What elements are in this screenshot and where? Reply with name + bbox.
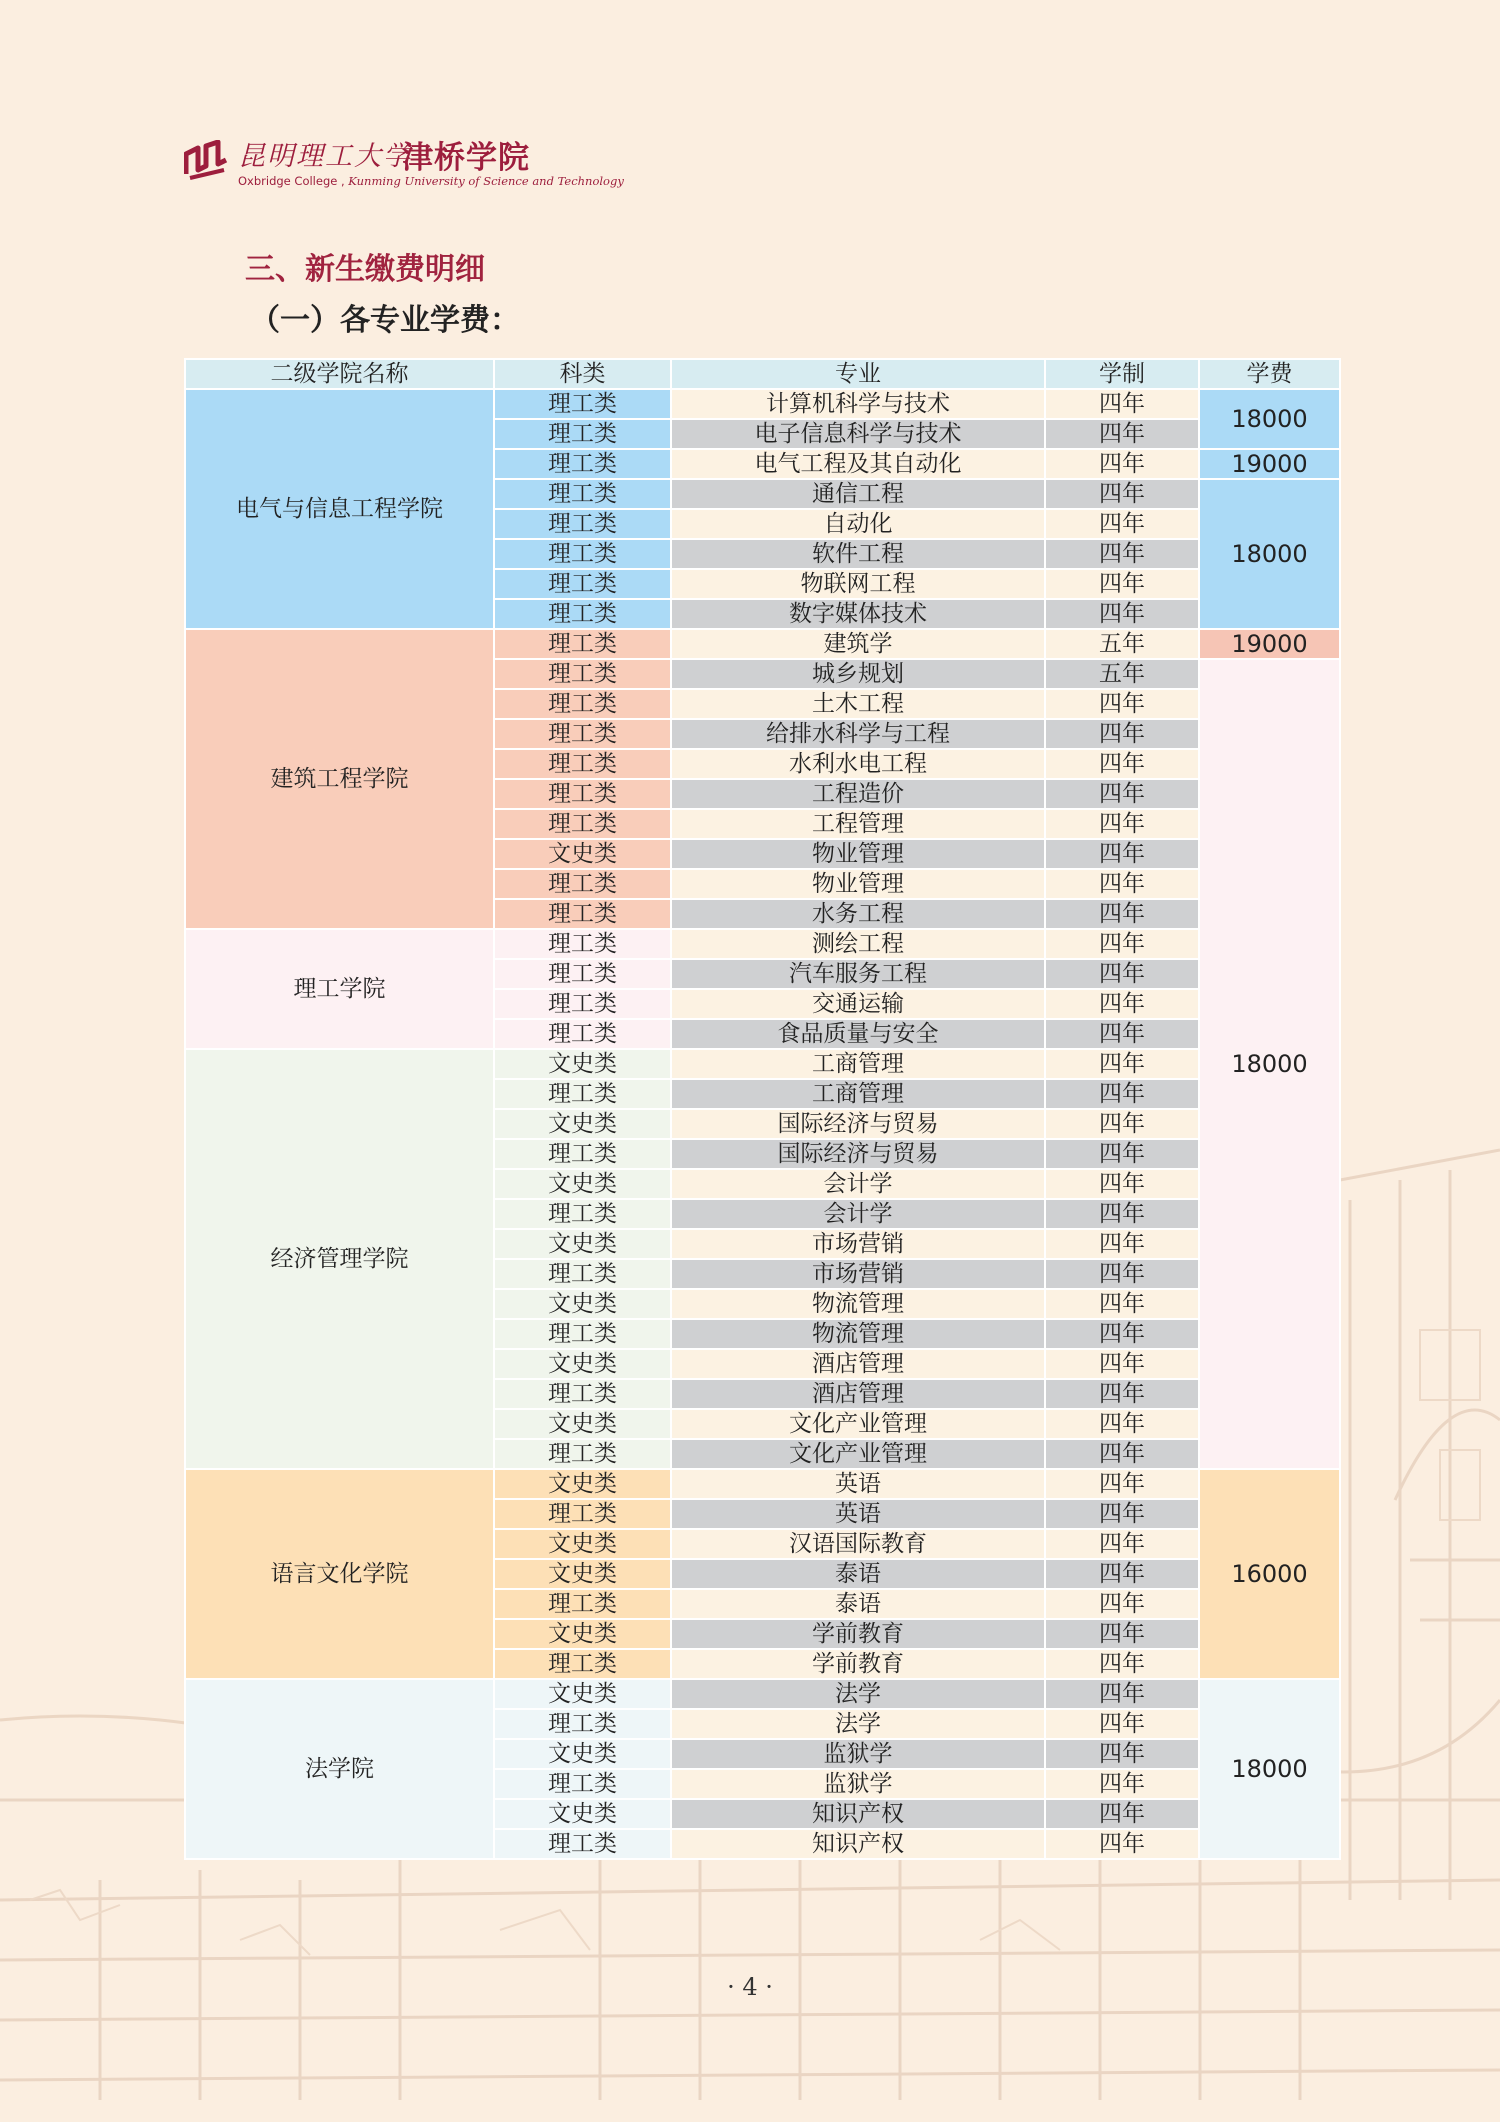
category-cell: 理工类	[494, 1499, 671, 1529]
category-cell: 理工类	[494, 1139, 671, 1169]
major-cell: 电子信息科学与技术	[671, 419, 1045, 449]
duration-cell: 四年	[1045, 569, 1199, 599]
major-cell: 工程管理	[671, 809, 1045, 839]
major-cell: 酒店管理	[671, 1349, 1045, 1379]
table-row	[185, 629, 1340, 659]
category-cell: 理工类	[494, 1079, 671, 1109]
logo-college-name: 津桥学院	[402, 140, 530, 176]
category-cell: 理工类	[494, 479, 671, 509]
header-duration: 学制	[1045, 359, 1199, 389]
category-cell: 理工类	[494, 1589, 671, 1619]
fee-cell: 18000	[1199, 659, 1340, 1469]
category-cell: 理工类	[494, 1019, 671, 1049]
table-row	[185, 1679, 1340, 1709]
duration-cell: 四年	[1045, 1529, 1199, 1559]
duration-cell: 四年	[1045, 1289, 1199, 1319]
category-cell: 文史类	[494, 1109, 671, 1139]
category-cell: 理工类	[494, 1259, 671, 1289]
major-cell: 英语	[671, 1469, 1045, 1499]
duration-cell: 四年	[1045, 1169, 1199, 1199]
table-row	[185, 929, 1340, 959]
header-category: 科类	[494, 359, 671, 389]
duration-cell: 四年	[1045, 1649, 1199, 1679]
logo-english-name: Oxbridge College , Kunming University of Science and Technology	[238, 174, 624, 188]
college-name-cell: 电气与信息工程学院	[185, 389, 494, 629]
fee-cell: 19000	[1199, 629, 1340, 659]
category-cell: 文史类	[494, 1679, 671, 1709]
fee-cell: 19000	[1199, 449, 1340, 479]
fee-cell: 18000	[1199, 1679, 1340, 1859]
category-cell: 文史类	[494, 1529, 671, 1559]
duration-cell: 五年	[1045, 629, 1199, 659]
major-cell: 文化产业管理	[671, 1409, 1045, 1439]
major-cell: 物联网工程	[671, 569, 1045, 599]
table-row	[185, 1469, 1340, 1499]
duration-cell: 四年	[1045, 1109, 1199, 1139]
major-cell: 国际经济与贸易	[671, 1109, 1045, 1139]
college-logo	[184, 134, 624, 194]
subsection-title: （一）各专业学费：	[250, 303, 520, 338]
major-cell: 会计学	[671, 1169, 1045, 1199]
major-cell: 市场营销	[671, 1259, 1045, 1289]
major-cell: 市场营销	[671, 1229, 1045, 1259]
category-cell: 文史类	[494, 1409, 671, 1439]
major-cell: 法学	[671, 1709, 1045, 1739]
major-cell: 物业管理	[671, 839, 1045, 869]
logo-university-name: 昆明理工大学	[238, 141, 412, 172]
tuition-table	[184, 358, 1341, 1860]
duration-cell: 四年	[1045, 449, 1199, 479]
major-cell: 知识产权	[671, 1829, 1045, 1859]
duration-cell: 四年	[1045, 1319, 1199, 1349]
major-cell: 数字媒体技术	[671, 599, 1045, 629]
category-cell: 文史类	[494, 1169, 671, 1199]
header-college: 二级学院名称	[185, 359, 494, 389]
major-cell: 学前教育	[671, 1649, 1045, 1679]
duration-cell: 四年	[1045, 1709, 1199, 1739]
major-cell: 监狱学	[671, 1769, 1045, 1799]
college-name-cell: 法学院	[185, 1679, 494, 1859]
duration-cell: 四年	[1045, 1799, 1199, 1829]
category-cell: 文史类	[494, 1559, 671, 1589]
major-cell: 汉语国际教育	[671, 1529, 1045, 1559]
duration-cell: 四年	[1045, 869, 1199, 899]
duration-cell: 四年	[1045, 1589, 1199, 1619]
category-cell: 理工类	[494, 1649, 671, 1679]
category-cell: 文史类	[494, 839, 671, 869]
major-cell: 国际经济与贸易	[671, 1139, 1045, 1169]
duration-cell: 四年	[1045, 1199, 1199, 1229]
duration-cell: 四年	[1045, 1679, 1199, 1709]
category-cell: 理工类	[494, 1379, 671, 1409]
duration-cell: 四年	[1045, 1739, 1199, 1769]
major-cell: 工商管理	[671, 1049, 1045, 1079]
duration-cell: 四年	[1045, 1379, 1199, 1409]
category-cell: 理工类	[494, 929, 671, 959]
major-cell: 给排水科学与工程	[671, 719, 1045, 749]
duration-cell: 四年	[1045, 1259, 1199, 1289]
section-title: 三、新生缴费明细	[245, 252, 485, 287]
duration-cell: 四年	[1045, 389, 1199, 419]
duration-cell: 四年	[1045, 719, 1199, 749]
category-cell: 理工类	[494, 719, 671, 749]
major-cell: 自动化	[671, 509, 1045, 539]
college-emblem-icon	[184, 140, 228, 180]
category-cell: 理工类	[494, 1829, 671, 1859]
major-cell: 工程造价	[671, 779, 1045, 809]
major-cell: 水利水电工程	[671, 749, 1045, 779]
duration-cell: 四年	[1045, 1349, 1199, 1379]
category-cell: 理工类	[494, 449, 671, 479]
category-cell: 理工类	[494, 1199, 671, 1229]
duration-cell: 四年	[1045, 1769, 1199, 1799]
major-cell: 法学	[671, 1679, 1045, 1709]
major-cell: 城乡规划	[671, 659, 1045, 689]
duration-cell: 四年	[1045, 779, 1199, 809]
major-cell: 物流管理	[671, 1289, 1045, 1319]
header-fee: 学费	[1199, 359, 1340, 389]
category-cell: 理工类	[494, 989, 671, 1019]
category-cell: 理工类	[494, 539, 671, 569]
college-name-cell: 理工学院	[185, 929, 494, 1049]
table-row	[185, 1049, 1340, 1079]
duration-cell: 四年	[1045, 1139, 1199, 1169]
fee-cell: 18000	[1199, 479, 1340, 629]
major-cell: 会计学	[671, 1199, 1045, 1229]
page-number: · 4 ·	[727, 1973, 773, 2001]
header-major: 专业	[671, 359, 1045, 389]
duration-cell: 四年	[1045, 479, 1199, 509]
category-cell: 理工类	[494, 389, 671, 419]
duration-cell: 四年	[1045, 809, 1199, 839]
category-cell: 文史类	[494, 1799, 671, 1829]
category-cell: 理工类	[494, 629, 671, 659]
category-cell: 文史类	[494, 1049, 671, 1079]
major-cell: 电气工程及其自动化	[671, 449, 1045, 479]
major-cell: 酒店管理	[671, 1379, 1045, 1409]
major-cell: 软件工程	[671, 539, 1045, 569]
duration-cell: 四年	[1045, 959, 1199, 989]
major-cell: 物业管理	[671, 869, 1045, 899]
duration-cell: 四年	[1045, 749, 1199, 779]
duration-cell: 四年	[1045, 1049, 1199, 1079]
major-cell: 学前教育	[671, 1619, 1045, 1649]
category-cell: 理工类	[494, 869, 671, 899]
major-cell: 食品质量与安全	[671, 1019, 1045, 1049]
duration-cell: 四年	[1045, 929, 1199, 959]
category-cell: 文史类	[494, 1229, 671, 1259]
duration-cell: 四年	[1045, 899, 1199, 929]
major-cell: 建筑学	[671, 629, 1045, 659]
category-cell: 理工类	[494, 1709, 671, 1739]
category-cell: 理工类	[494, 599, 671, 629]
duration-cell: 四年	[1045, 1229, 1199, 1259]
major-cell: 泰语	[671, 1559, 1045, 1589]
college-name-cell: 经济管理学院	[185, 1049, 494, 1469]
duration-cell: 四年	[1045, 1019, 1199, 1049]
major-cell: 监狱学	[671, 1739, 1045, 1769]
category-cell: 理工类	[494, 1769, 671, 1799]
college-name-cell: 建筑工程学院	[185, 629, 494, 929]
major-cell: 通信工程	[671, 479, 1045, 509]
duration-cell: 四年	[1045, 539, 1199, 569]
duration-cell: 四年	[1045, 1079, 1199, 1109]
major-cell: 土木工程	[671, 689, 1045, 719]
major-cell: 英语	[671, 1499, 1045, 1529]
fee-cell: 18000	[1199, 389, 1340, 449]
table-row	[185, 389, 1340, 419]
duration-cell: 四年	[1045, 989, 1199, 1019]
category-cell: 文史类	[494, 1739, 671, 1769]
major-cell: 文化产业管理	[671, 1439, 1045, 1469]
duration-cell: 四年	[1045, 1499, 1199, 1529]
major-cell: 工商管理	[671, 1079, 1045, 1109]
category-cell: 理工类	[494, 779, 671, 809]
major-cell: 交通运输	[671, 989, 1045, 1019]
category-cell: 文史类	[494, 1619, 671, 1649]
category-cell: 文史类	[494, 1349, 671, 1379]
duration-cell: 四年	[1045, 509, 1199, 539]
duration-cell: 五年	[1045, 659, 1199, 689]
duration-cell: 四年	[1045, 1469, 1199, 1499]
category-cell: 理工类	[494, 899, 671, 929]
major-cell: 物流管理	[671, 1319, 1045, 1349]
category-cell: 理工类	[494, 1319, 671, 1349]
category-cell: 理工类	[494, 509, 671, 539]
category-cell: 理工类	[494, 1439, 671, 1469]
college-name-cell: 语言文化学院	[185, 1469, 494, 1679]
duration-cell: 四年	[1045, 599, 1199, 629]
duration-cell: 四年	[1045, 1559, 1199, 1589]
major-cell: 泰语	[671, 1589, 1045, 1619]
major-cell: 计算机科学与技术	[671, 389, 1045, 419]
category-cell: 文史类	[494, 1289, 671, 1319]
duration-cell: 四年	[1045, 839, 1199, 869]
major-cell: 水务工程	[671, 899, 1045, 929]
category-cell: 理工类	[494, 809, 671, 839]
category-cell: 理工类	[494, 569, 671, 599]
duration-cell: 四年	[1045, 689, 1199, 719]
fee-cell: 16000	[1199, 1469, 1340, 1679]
category-cell: 理工类	[494, 659, 671, 689]
category-cell: 理工类	[494, 689, 671, 719]
duration-cell: 四年	[1045, 1829, 1199, 1859]
category-cell: 理工类	[494, 419, 671, 449]
major-cell: 知识产权	[671, 1799, 1045, 1829]
duration-cell: 四年	[1045, 1409, 1199, 1439]
duration-cell: 四年	[1045, 1439, 1199, 1469]
duration-cell: 四年	[1045, 1619, 1199, 1649]
major-cell: 测绘工程	[671, 929, 1045, 959]
table-header-row	[185, 359, 1340, 389]
table-body	[185, 389, 1340, 1859]
category-cell: 理工类	[494, 959, 671, 989]
category-cell: 文史类	[494, 1469, 671, 1499]
category-cell: 理工类	[494, 749, 671, 779]
major-cell: 汽车服务工程	[671, 959, 1045, 989]
duration-cell: 四年	[1045, 419, 1199, 449]
